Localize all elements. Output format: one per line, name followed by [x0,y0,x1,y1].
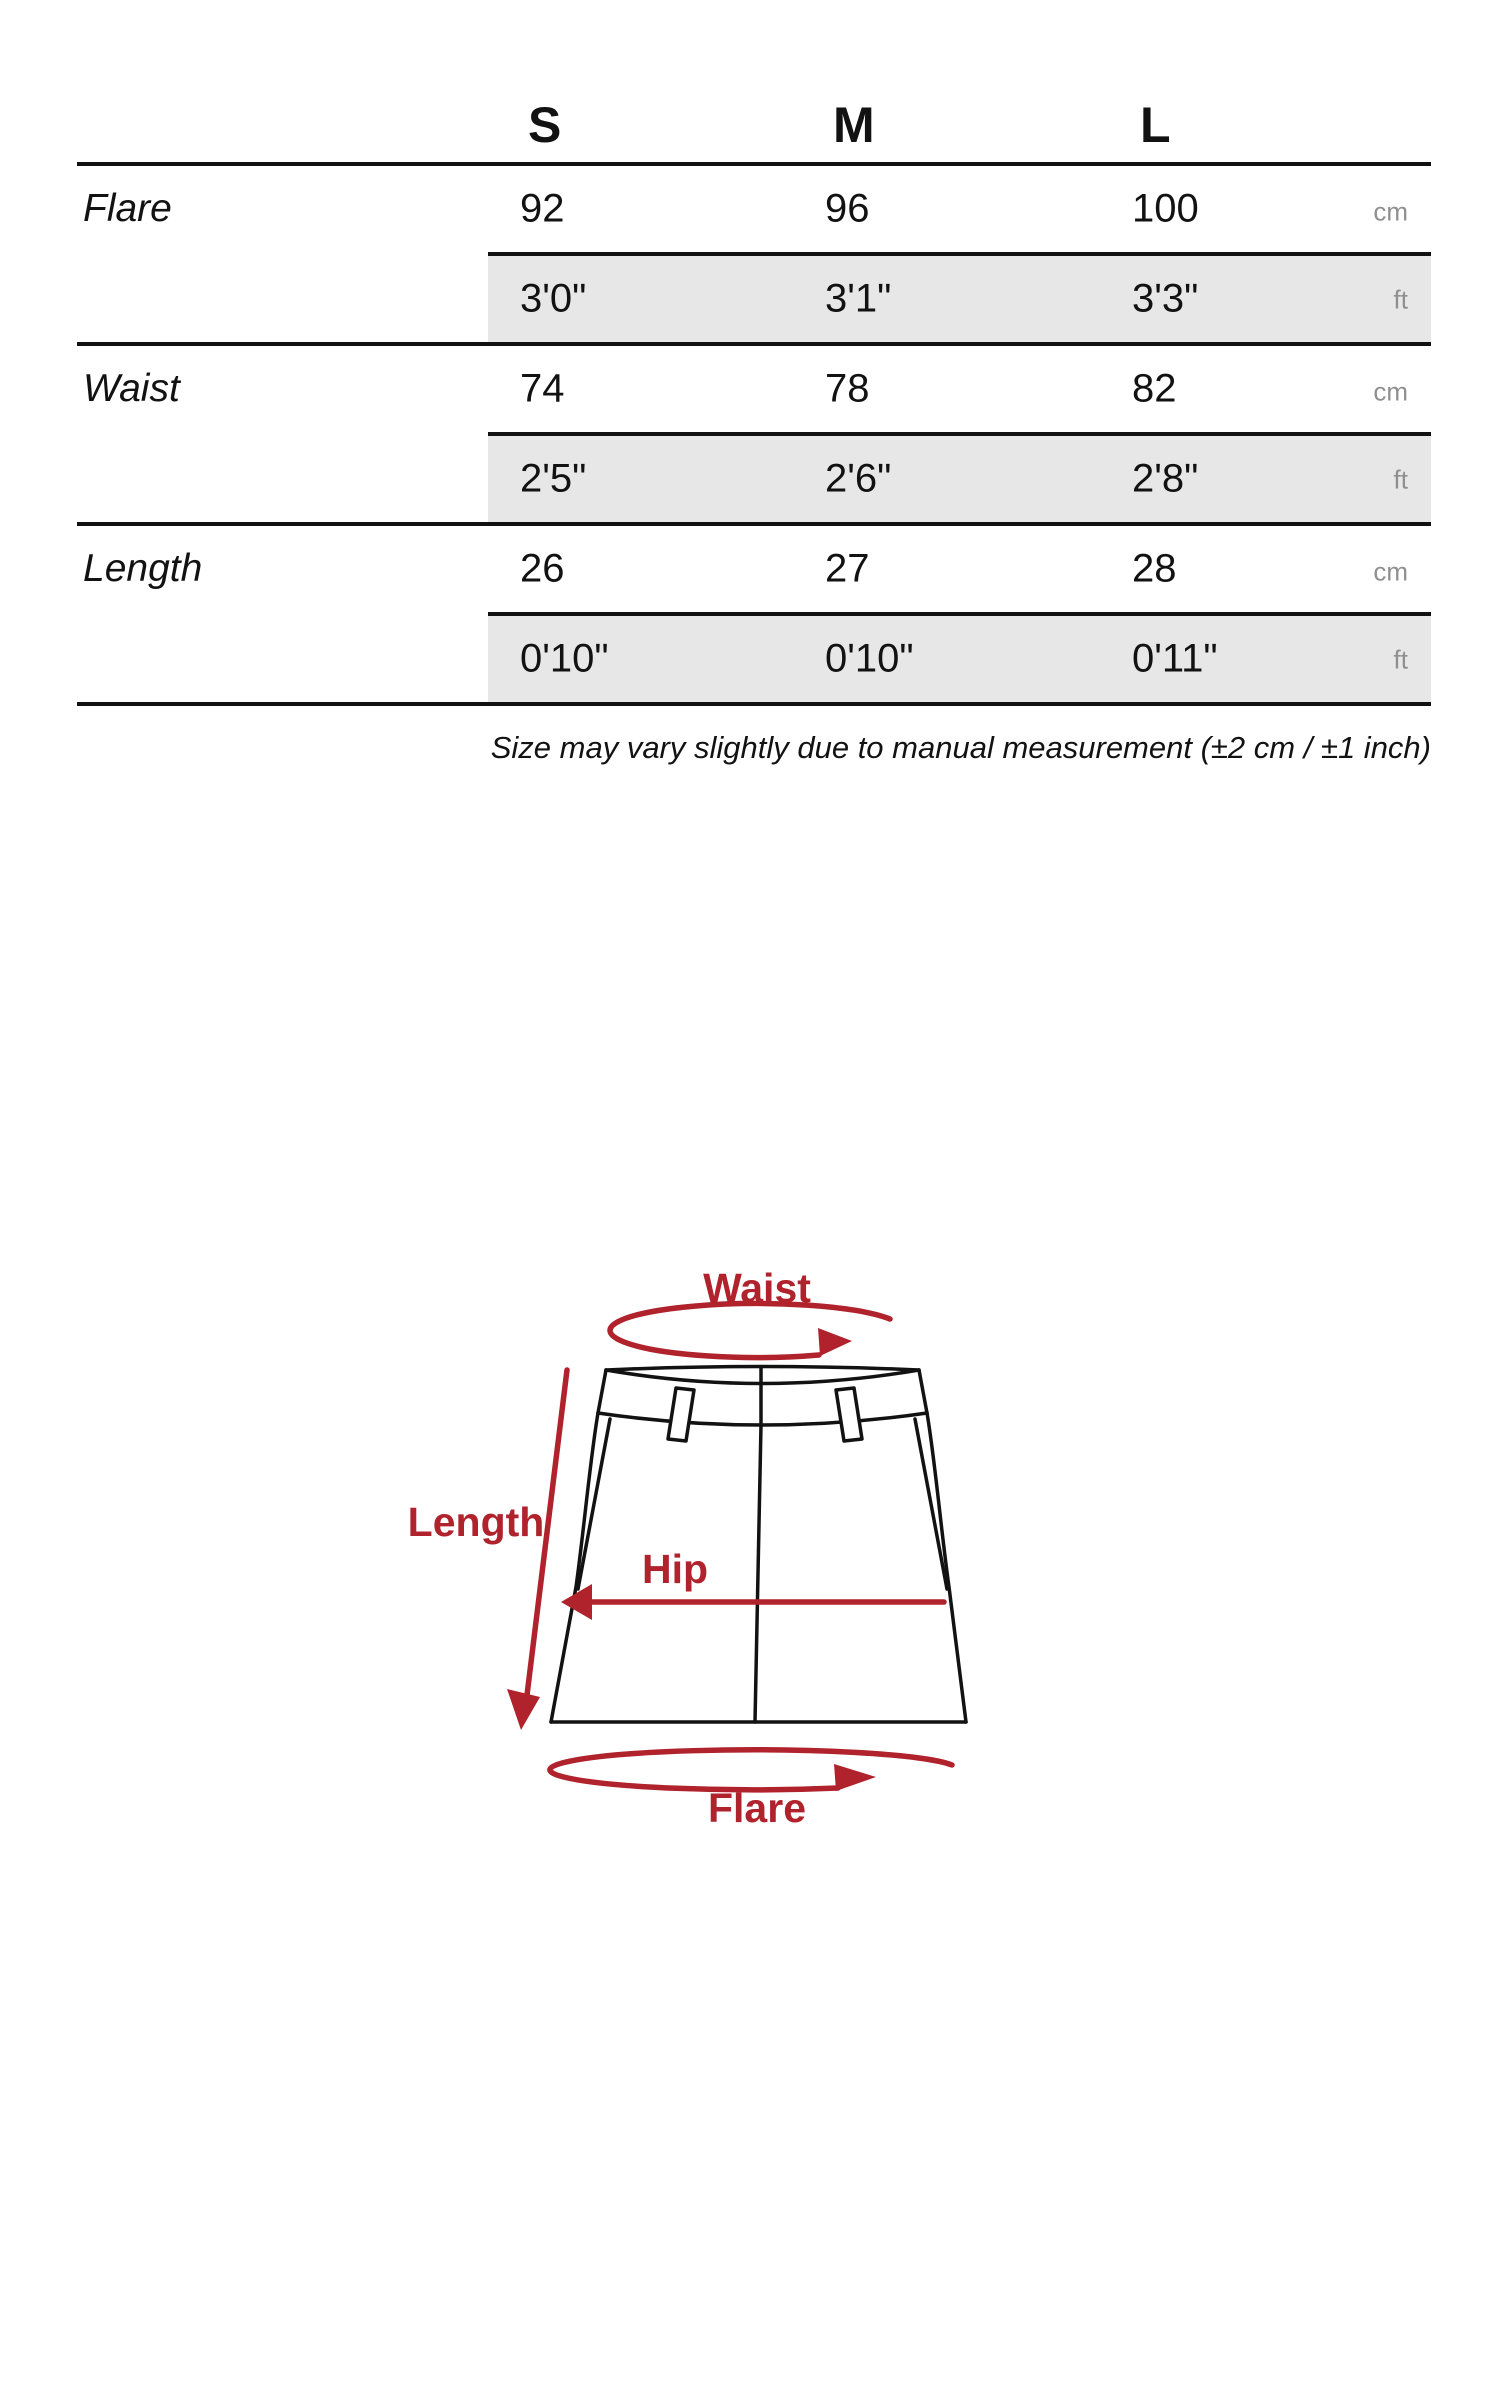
unit-label-ft: ft [1393,644,1408,675]
flare-cm-m: 96 [825,186,870,231]
waist-label: Waist [703,1265,811,1311]
flare-label: Flare [708,1785,806,1831]
waist-ft-s: 2'5" [520,456,587,501]
unit-label-cm: cm [1373,196,1408,227]
right-side-seam [927,1413,966,1722]
right-belt-loop [836,1388,862,1441]
waist-arrowhead [818,1328,852,1356]
waist-cm-m: 78 [825,366,870,411]
size-column-header-m: M [833,97,875,153]
left-belt-loop [668,1388,694,1441]
unit-label-cm: cm [1373,376,1408,407]
gray-band [488,612,1431,702]
flare-cm-s: 92 [520,186,565,231]
flare-ft-l: 3'3" [1132,276,1199,321]
length-arrowhead [507,1689,540,1730]
gray-band [488,252,1431,342]
table-row-waist-cm [77,346,1431,432]
size-table-header [77,92,1431,162]
length-ft-m: 0'10" [825,636,914,681]
gray-band [488,432,1431,522]
length-cm-l: 28 [1132,546,1177,591]
length-cm-s: 26 [520,546,565,591]
waistband-left-edge [598,1370,606,1413]
size-column-header-s: S [528,97,562,153]
measurement-disclaimer: Size may vary slightly due to manual measurement (±2 cm / ±1 inch) [490,730,1431,765]
size-table [77,92,1431,766]
waist-cm-s: 74 [520,366,565,411]
waist-ft-l: 2'8" [1132,456,1199,501]
flare-arrowhead [834,1764,876,1791]
flare-ft-s: 3'0" [520,276,587,321]
table-row-flare-cm [77,166,1431,252]
length-ft-s: 0'10" [520,636,609,681]
waist-cm-l: 82 [1132,366,1177,411]
row-label-flare: Flare [83,187,172,230]
center-seam [755,1368,761,1722]
flare-cm-l: 100 [1132,186,1199,231]
unit-label-ft: ft [1393,464,1408,495]
table-row-flare-ft [77,252,1431,342]
table-row-length-cm [77,526,1431,612]
waist-ellipse-arrow [610,1304,890,1358]
hip-label: Hip [641,1546,709,1592]
row-label-waist: Waist [83,367,180,410]
flare-ellipse-arrow [550,1750,952,1790]
flare-ft-m: 3'1" [825,276,892,321]
row-label-length: Length [83,547,203,590]
unit-label-cm: cm [1373,556,1408,587]
length-ft-l: 0'11" [1132,636,1218,681]
length-label: Length [407,1499,545,1545]
table-row-waist-ft [77,432,1431,522]
unit-label-ft: ft [1393,284,1408,315]
waistband-right-edge [919,1370,927,1413]
table-row-length-ft [77,612,1431,702]
length-cm-m: 27 [825,546,870,591]
waist-ft-m: 2'6" [825,456,892,501]
table-divider [77,702,1431,706]
size-column-header-l: L [1140,97,1171,153]
skirt-measurement-diagram [395,1245,1035,1885]
